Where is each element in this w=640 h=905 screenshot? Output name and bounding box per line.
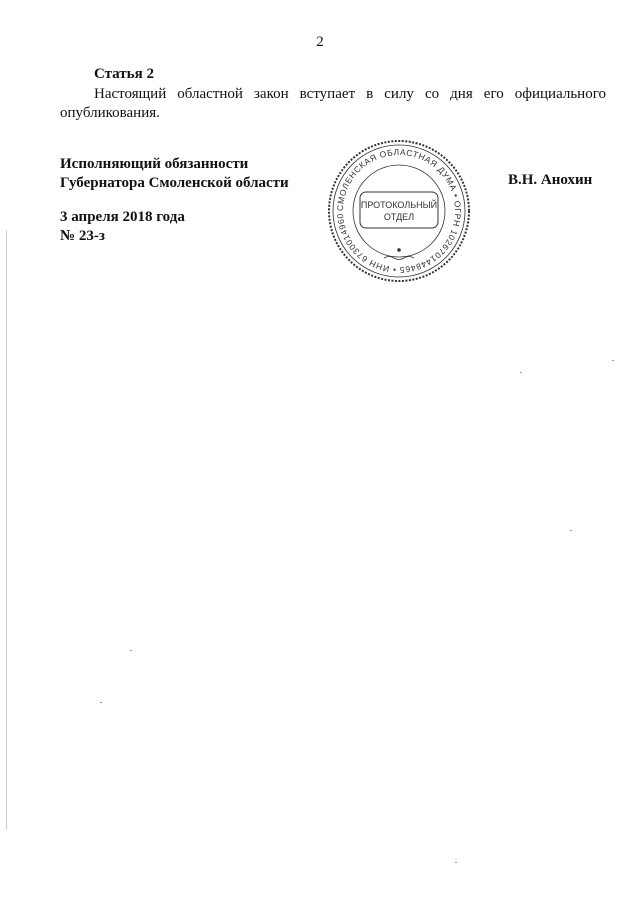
- signer-name: В.Н. Анохин: [508, 172, 593, 188]
- scan-dust-mark: [130, 650, 132, 651]
- seal-outer-ring: [329, 141, 469, 281]
- article-heading: Статья 2: [94, 66, 154, 82]
- scan-dust-mark: [612, 360, 614, 361]
- signer-title: [60, 155, 289, 193]
- page-number: 2: [316, 34, 324, 50]
- signer-title-line-1: Исполняющий обязанности: [60, 156, 249, 172]
- seal-dot: [397, 248, 401, 252]
- seal-center-line-2: ОТДЕЛ: [383, 212, 415, 222]
- scan-dust-mark: [520, 372, 522, 373]
- signer-title-line-2: Губернатора Смоленской области: [60, 175, 289, 191]
- scan-dust-mark: [100, 702, 102, 703]
- seal-center-box: [360, 192, 438, 228]
- official-seal: [326, 138, 472, 284]
- law-date: 3 апреля 2018 года: [60, 209, 185, 225]
- seal-inner-ring: [353, 165, 445, 257]
- seal-outer-text: СМОЛЕНСКАЯ ОБЛАСТНАЯ ДУМА • ОГРН 1026701448465 • ИНН 6730014960: [334, 146, 464, 276]
- seal-center-line-1: ПРОТОКОЛЬНЫЙ: [360, 200, 438, 210]
- scan-dust-mark: [455, 862, 457, 863]
- article-body: Настоящий областной закон вступает в силу со дня его официального опубликования.: [60, 86, 606, 121]
- scan-edge-mark: [6, 230, 7, 830]
- law-number: № 23-з: [60, 228, 105, 244]
- scan-dust-mark: [570, 530, 572, 531]
